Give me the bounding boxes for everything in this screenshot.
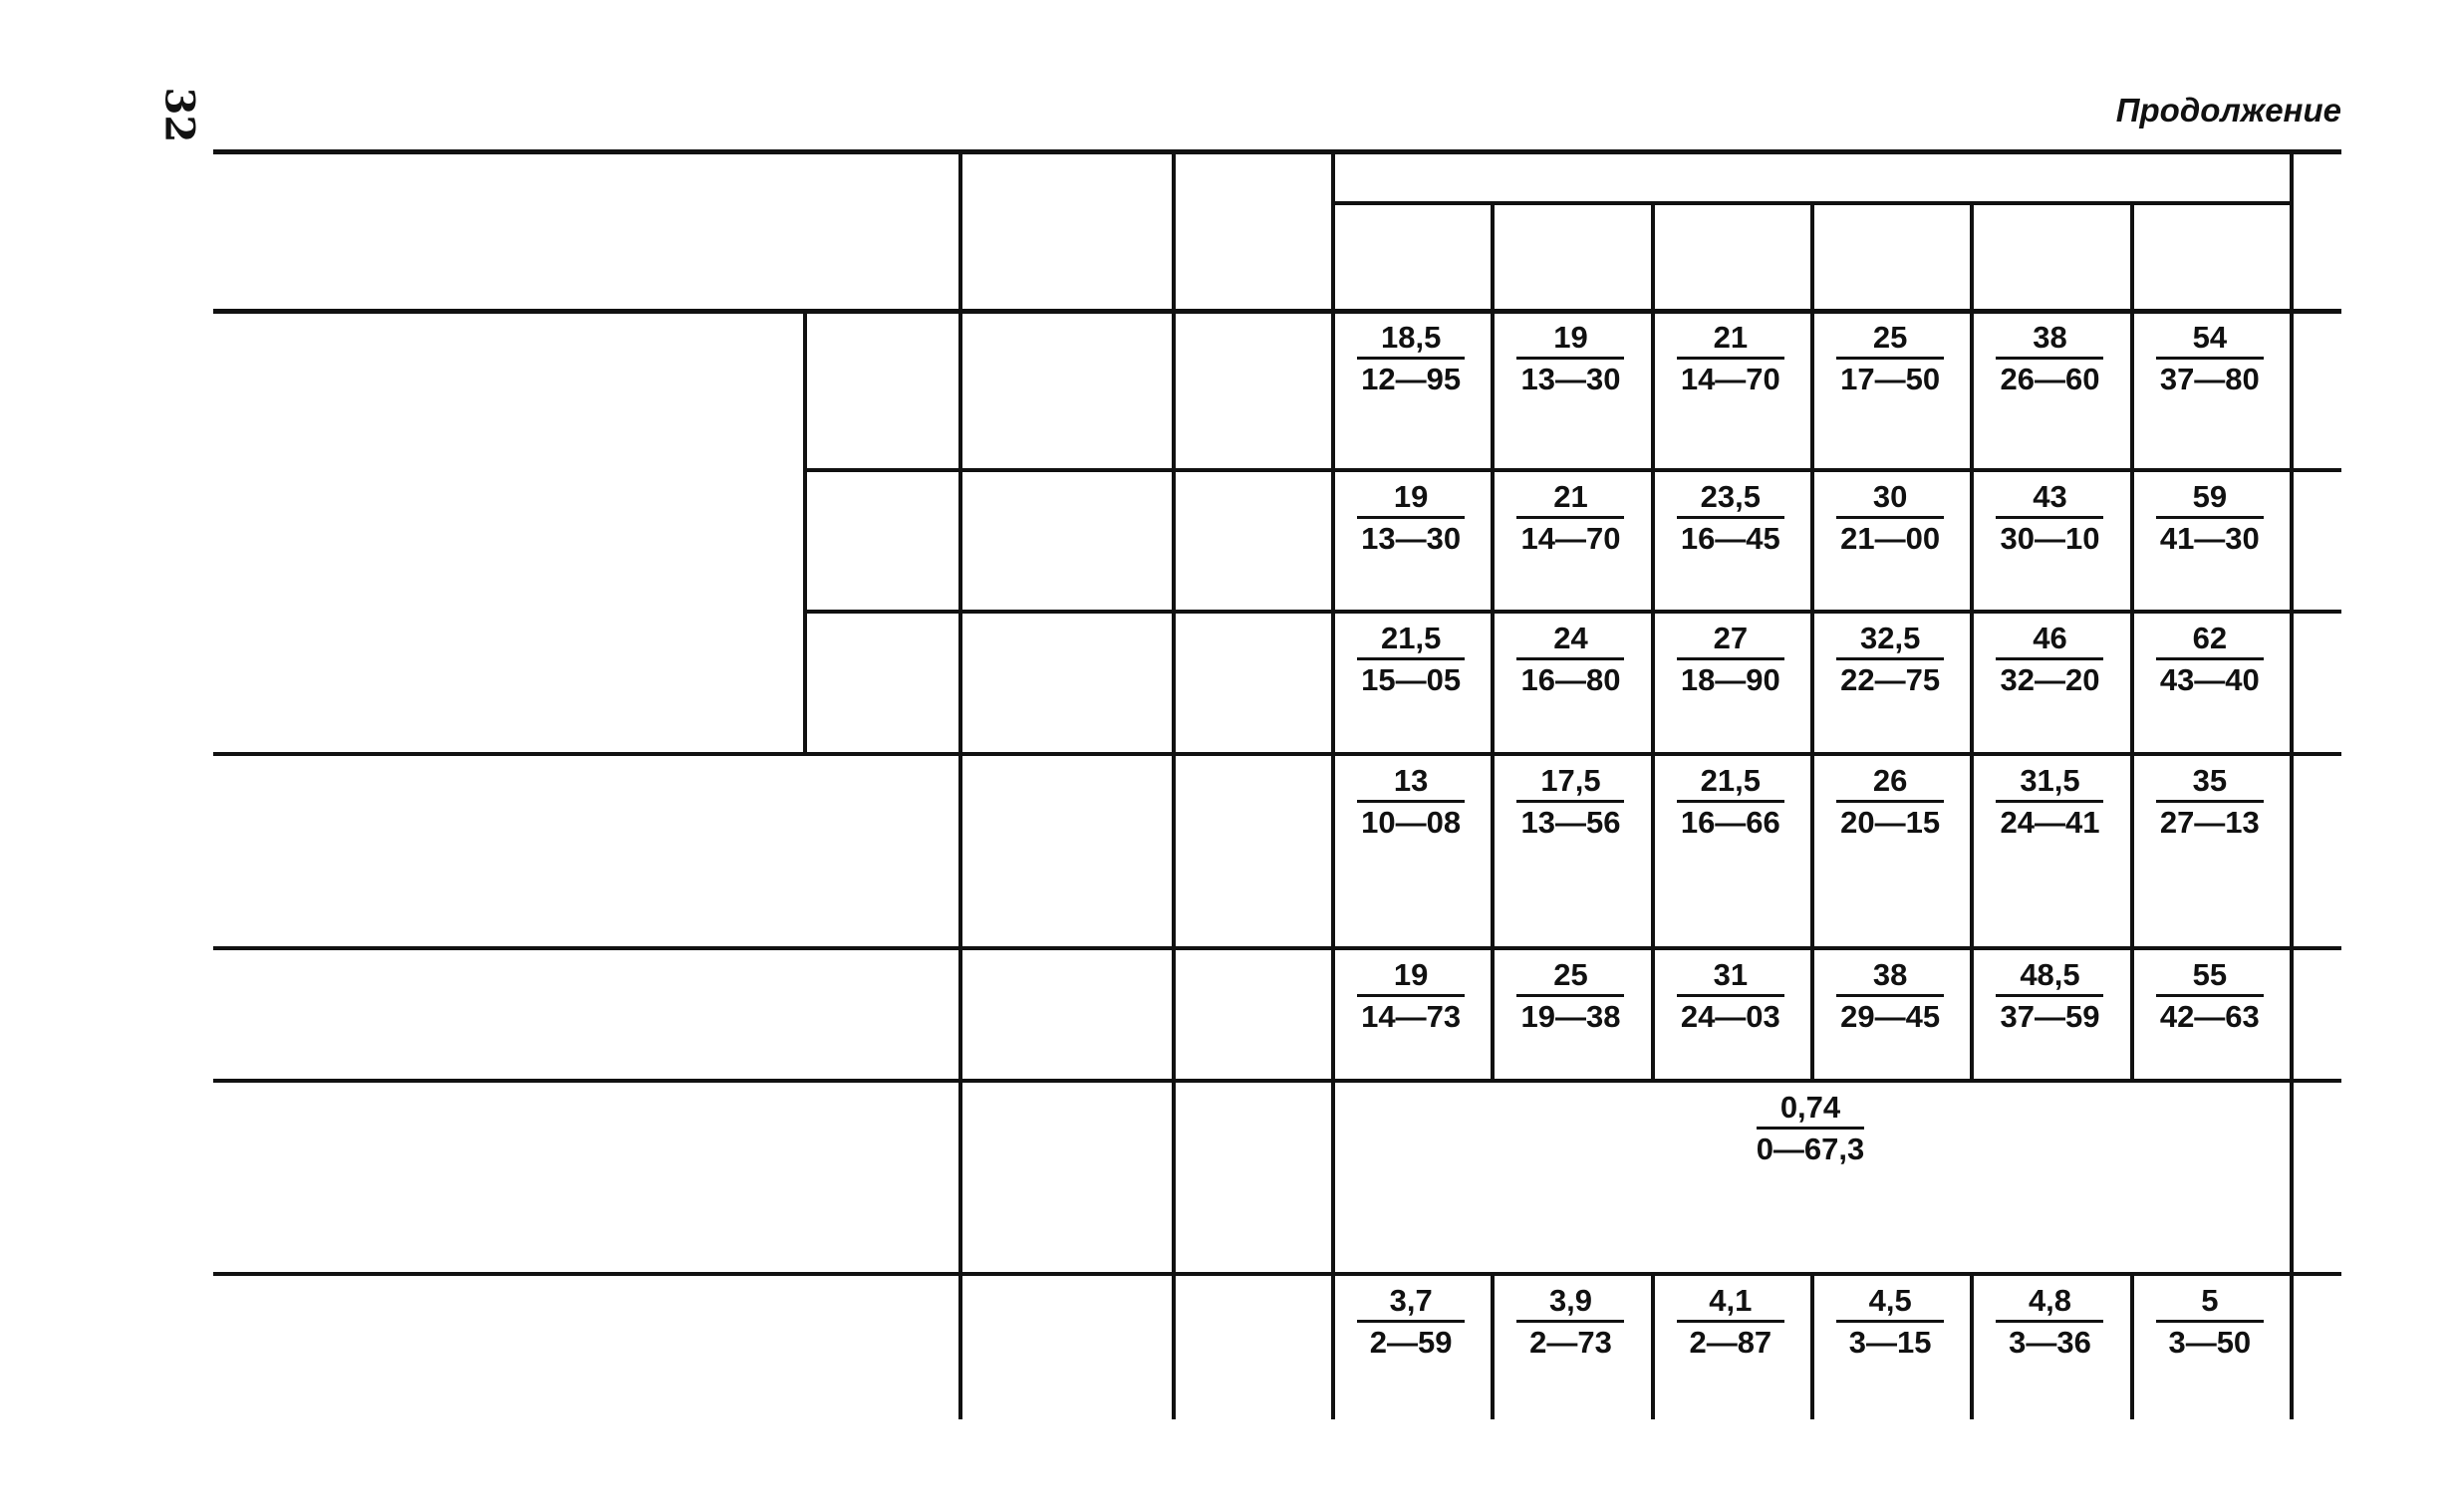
norm-fraction — [1651, 319, 1810, 399]
norm-fraction — [2130, 319, 2290, 399]
rule-line — [803, 468, 2341, 472]
norm-fraction — [1970, 478, 2129, 559]
time-norm: 46 — [2033, 621, 2067, 655]
norm-fraction — [1331, 762, 1491, 843]
time-norm: 38 — [1872, 957, 1908, 992]
time-norm: 55 — [2192, 957, 2228, 992]
cost-norm: 37—59 — [2000, 999, 2100, 1034]
cost-norm: 19—38 — [1520, 999, 1621, 1034]
time-norm: 35 — [2192, 763, 2228, 798]
norm-fraction — [1331, 319, 1491, 399]
norm-fraction — [1810, 319, 1970, 399]
time-norm: 13 — [1393, 763, 1429, 798]
norm-fraction — [2130, 620, 2290, 700]
cost-norm: 43—40 — [2159, 662, 2260, 697]
cost-norm: 18—90 — [1680, 662, 1780, 697]
cost-norm: 3—36 — [2009, 1325, 2091, 1360]
norm-fraction — [1970, 762, 2129, 843]
norm-fraction — [2130, 956, 2290, 1037]
time-norm: 21 — [1713, 320, 1749, 355]
norm-fraction — [1810, 1282, 1970, 1363]
time-norm: 54 — [2192, 320, 2228, 355]
time-norm: 62 — [2192, 621, 2228, 655]
header-size-3 — [1651, 201, 1810, 309]
cost-norm: 26—60 — [2000, 362, 2100, 396]
norm-fraction — [1970, 620, 2129, 700]
cost-norm: 24—03 — [1680, 999, 1780, 1034]
time-norm: 19 — [1553, 320, 1588, 355]
norm-fraction — [2130, 1282, 2290, 1363]
norm-fraction — [1970, 1282, 2129, 1363]
cost-norm: 3—50 — [2168, 1325, 2252, 1360]
cost-norm: 16—45 — [1680, 521, 1780, 556]
cost-norm: 13—56 — [1520, 805, 1621, 840]
time-norm: 26 — [1872, 763, 1908, 798]
norm-fraction — [1331, 478, 1491, 559]
time-norm: 43 — [2033, 479, 2067, 514]
time-norm: 21,5 — [1700, 763, 1761, 798]
norm-fraction — [1331, 956, 1491, 1037]
header-operation — [213, 149, 958, 309]
norm-fraction — [1810, 620, 1970, 700]
cost-norm: 3—15 — [1848, 1325, 1932, 1360]
norm-fraction — [1651, 620, 1810, 700]
norm-fraction — [1491, 620, 1650, 700]
cost-norm: 22—75 — [1840, 662, 1941, 697]
cost-norm: 13—30 — [1520, 362, 1621, 396]
cost-norm: 37—80 — [2159, 362, 2260, 396]
norm-fraction — [1491, 319, 1650, 399]
norm-fraction — [1651, 956, 1810, 1037]
rule-line — [213, 1272, 2341, 1276]
norm-fraction — [1970, 956, 2129, 1037]
time-norm: 27 — [1713, 621, 1749, 655]
header-size-5 — [1970, 201, 2129, 309]
cost-norm: 16—80 — [1520, 662, 1621, 697]
cost-norm: 14—70 — [1520, 521, 1621, 556]
cost-norm: 14—70 — [1680, 362, 1780, 396]
norm-fraction — [1810, 762, 1970, 843]
rule-line — [213, 1079, 2341, 1083]
norm-fraction — [1331, 620, 1491, 700]
norm-fraction — [1810, 478, 1970, 559]
time-norm: 25 — [1553, 957, 1588, 992]
time-norm: 0,74 — [1779, 1090, 1841, 1125]
time-norm: 21,5 — [1380, 621, 1442, 655]
page-number: 32 — [155, 87, 203, 143]
time-norm: 3,9 — [1548, 1283, 1593, 1318]
norm-fraction — [1491, 478, 1650, 559]
time-norm: 18,5 — [1380, 320, 1442, 355]
cost-norm: 27—13 — [2159, 805, 2260, 840]
cost-norm: 2—87 — [1689, 1325, 1772, 1360]
norm-fraction — [1331, 1282, 1491, 1363]
time-norm: 31 — [1713, 957, 1749, 992]
cost-norm: 30—10 — [2000, 521, 2100, 556]
time-norm: 4,5 — [1868, 1283, 1912, 1318]
header-size-4 — [1810, 201, 1970, 309]
rule-line — [213, 752, 2341, 756]
norm-fraction — [2130, 762, 2290, 843]
cost-norm: 42—63 — [2159, 999, 2260, 1034]
time-norm: 32,5 — [1859, 621, 1921, 655]
header-sizes-title — [1331, 149, 2290, 201]
header-crew — [958, 149, 1172, 309]
time-norm: 38 — [2033, 320, 2067, 355]
cost-norm: 2—73 — [1529, 1325, 1612, 1360]
norm-fraction — [1491, 1282, 1650, 1363]
cost-norm: 17—50 — [1840, 362, 1941, 396]
cost-norm: 41—30 — [2159, 521, 2260, 556]
cost-norm: 21—00 — [1840, 521, 1941, 556]
cost-norm: 12—95 — [1361, 362, 1462, 396]
rule-line — [1172, 149, 1176, 1419]
time-norm: 5 — [2201, 1283, 2219, 1318]
cost-norm: 13—30 — [1361, 521, 1462, 556]
norm-fraction — [1651, 762, 1810, 843]
norm-fraction — [1651, 1089, 1971, 1169]
cost-norm: 14—73 — [1361, 999, 1462, 1034]
time-norm: 23,5 — [1700, 479, 1761, 514]
header-size-1 — [1331, 201, 1491, 309]
rule-line — [958, 149, 962, 1419]
time-norm: 25 — [1872, 320, 1908, 355]
cost-norm: 29—45 — [1840, 999, 1941, 1034]
cost-norm: 20—15 — [1840, 805, 1941, 840]
cost-norm: 16—66 — [1680, 805, 1780, 840]
norm-fraction — [2130, 478, 2290, 559]
time-norm: 4,8 — [2028, 1283, 2072, 1318]
header-size-2 — [1491, 201, 1650, 309]
cost-norm: 24—41 — [2000, 805, 2100, 840]
time-norm: 59 — [2192, 479, 2228, 514]
time-norm: 31,5 — [2020, 763, 2080, 798]
time-norm: 3,7 — [1389, 1283, 1433, 1318]
norm-fraction — [1810, 956, 1970, 1037]
time-norm: 17,5 — [1540, 763, 1601, 798]
cost-norm: 2—59 — [1369, 1325, 1453, 1360]
rule-line — [213, 309, 2341, 314]
cost-norm: 15—05 — [1361, 662, 1462, 697]
rule-line — [213, 946, 2341, 950]
norm-fraction — [1651, 1282, 1810, 1363]
time-norm: 19 — [1393, 479, 1429, 514]
cost-norm: 10—08 — [1361, 805, 1462, 840]
cost-norm: 0—67,3 — [1756, 1132, 1865, 1166]
time-norm: 24 — [1553, 621, 1588, 655]
time-norm: 19 — [1393, 957, 1429, 992]
cost-norm: 32—20 — [2000, 662, 2100, 697]
rule-line — [2290, 149, 2294, 1419]
time-norm: 21 — [1553, 479, 1588, 514]
norm-fraction — [1970, 319, 2129, 399]
rule-line — [803, 309, 807, 752]
norm-fraction — [1491, 762, 1650, 843]
time-norm: 30 — [1872, 479, 1908, 514]
norm-fraction — [1491, 956, 1650, 1037]
rule-line — [803, 610, 2341, 614]
time-norm: 48,5 — [2020, 957, 2080, 992]
header-unit — [1172, 149, 1331, 309]
time-norm: 4,1 — [1709, 1283, 1753, 1318]
header-size-6 — [2130, 201, 2290, 309]
continuation-label: Продолжение — [2115, 92, 2341, 128]
norm-fraction — [1651, 478, 1810, 559]
